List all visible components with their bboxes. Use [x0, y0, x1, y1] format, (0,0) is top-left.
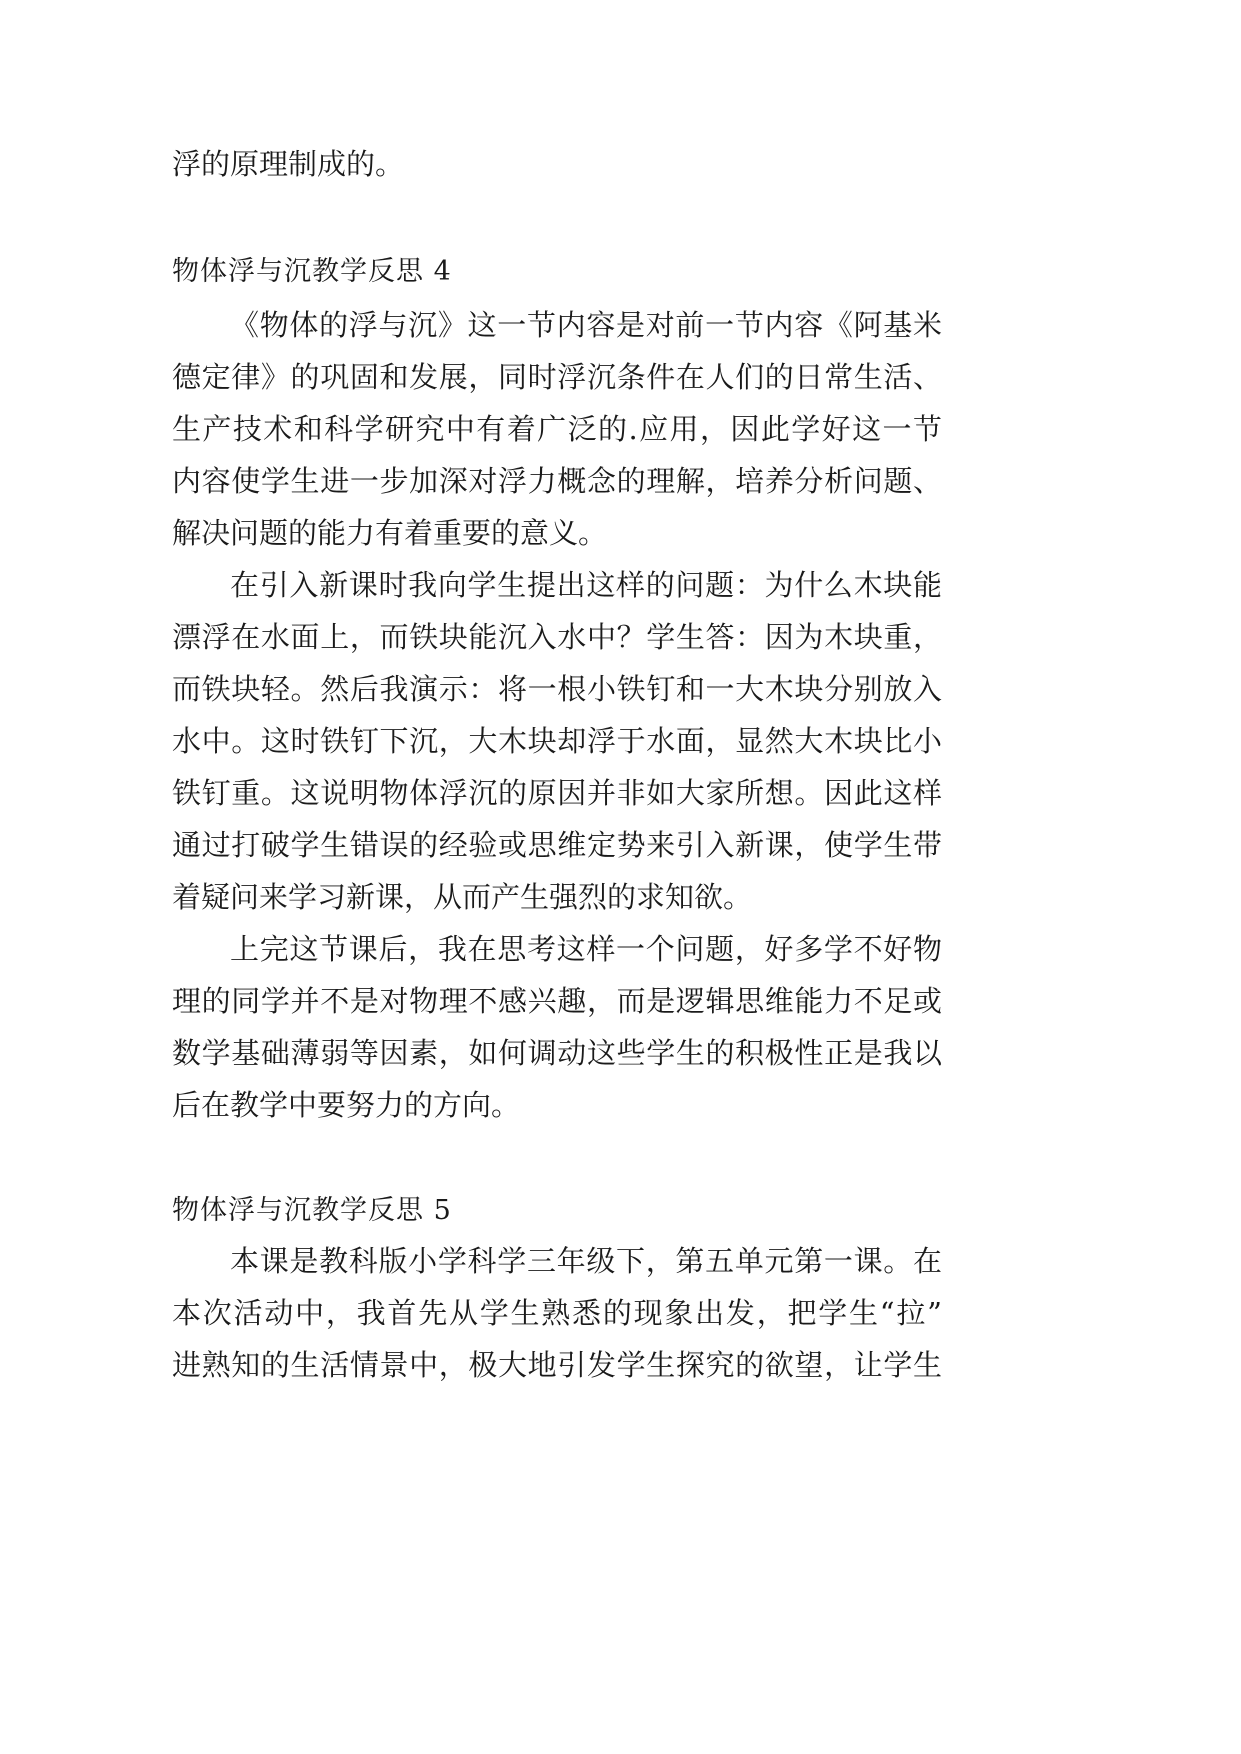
paragraph-line: 本课是教科版小学科学三年级下，第五单元第一课。在 [230, 1244, 942, 1278]
paragraph-line: 生产技术和科学研究中有着广泛的.应用，因此学好这一节 [172, 412, 942, 446]
section-heading-5: 物体浮与沉教学反思 5 [172, 1195, 452, 1226]
paragraph-line: 《物体的浮与沉》这一节内容是对前一节内容《阿基米 [230, 308, 942, 342]
paragraph-line: 上完这节课后，我在思考这样一个问题，好多学不好物 [230, 932, 942, 966]
paragraph-line: 浮的原理制成的。 [172, 147, 405, 181]
paragraph-line: 解决问题的能力有着重要的意义。 [172, 516, 608, 550]
paragraph-line: 通过打破学生错误的经验或思维定势来引入新课，使学生带 [172, 828, 942, 862]
paragraph-line: 水中。这时铁钉下沉，大木块却浮于水面，显然大木块比小 [172, 724, 942, 758]
section-heading-4: 物体浮与沉教学反思 4 [172, 256, 452, 287]
paragraph-line: 漂浮在水面上，而铁块能沉入水中？学生答：因为木块重， [172, 620, 942, 654]
paragraph-line: 铁钉重。这说明物体浮沉的原因并非如大家所想。因此这样 [172, 776, 942, 810]
paragraph-line: 数学基础薄弱等因素，如何调动这些学生的积极性正是我以 [172, 1036, 942, 1070]
paragraph-line: 着疑问来学习新课，从而产生强烈的求知欲。 [172, 880, 753, 914]
paragraph-line: 后在教学中要努力的方向。 [172, 1088, 521, 1122]
paragraph-line: 进熟知的生活情景中，极大地引发学生探究的欲望，让学生 [172, 1348, 942, 1382]
paragraph-line: 德定律》的巩固和发展，同时浮沉条件在人们的日常生活、 [172, 360, 942, 394]
paragraph-line: 本次活动中，我首先从学生熟悉的现象出发，把学生“拉” [172, 1296, 942, 1330]
paragraph-line: 而铁块轻。然后我演示：将一根小铁钉和一大木块分别放入 [172, 672, 942, 706]
paragraph-line: 在引入新课时我向学生提出这样的问题：为什么木块能 [230, 568, 942, 602]
paragraph-line: 内容使学生进一步加深对浮力概念的理解，培养分析问题、 [172, 464, 942, 498]
paragraph-line: 理的同学并不是对物理不感兴趣，而是逻辑思维能力不足或 [172, 984, 942, 1018]
